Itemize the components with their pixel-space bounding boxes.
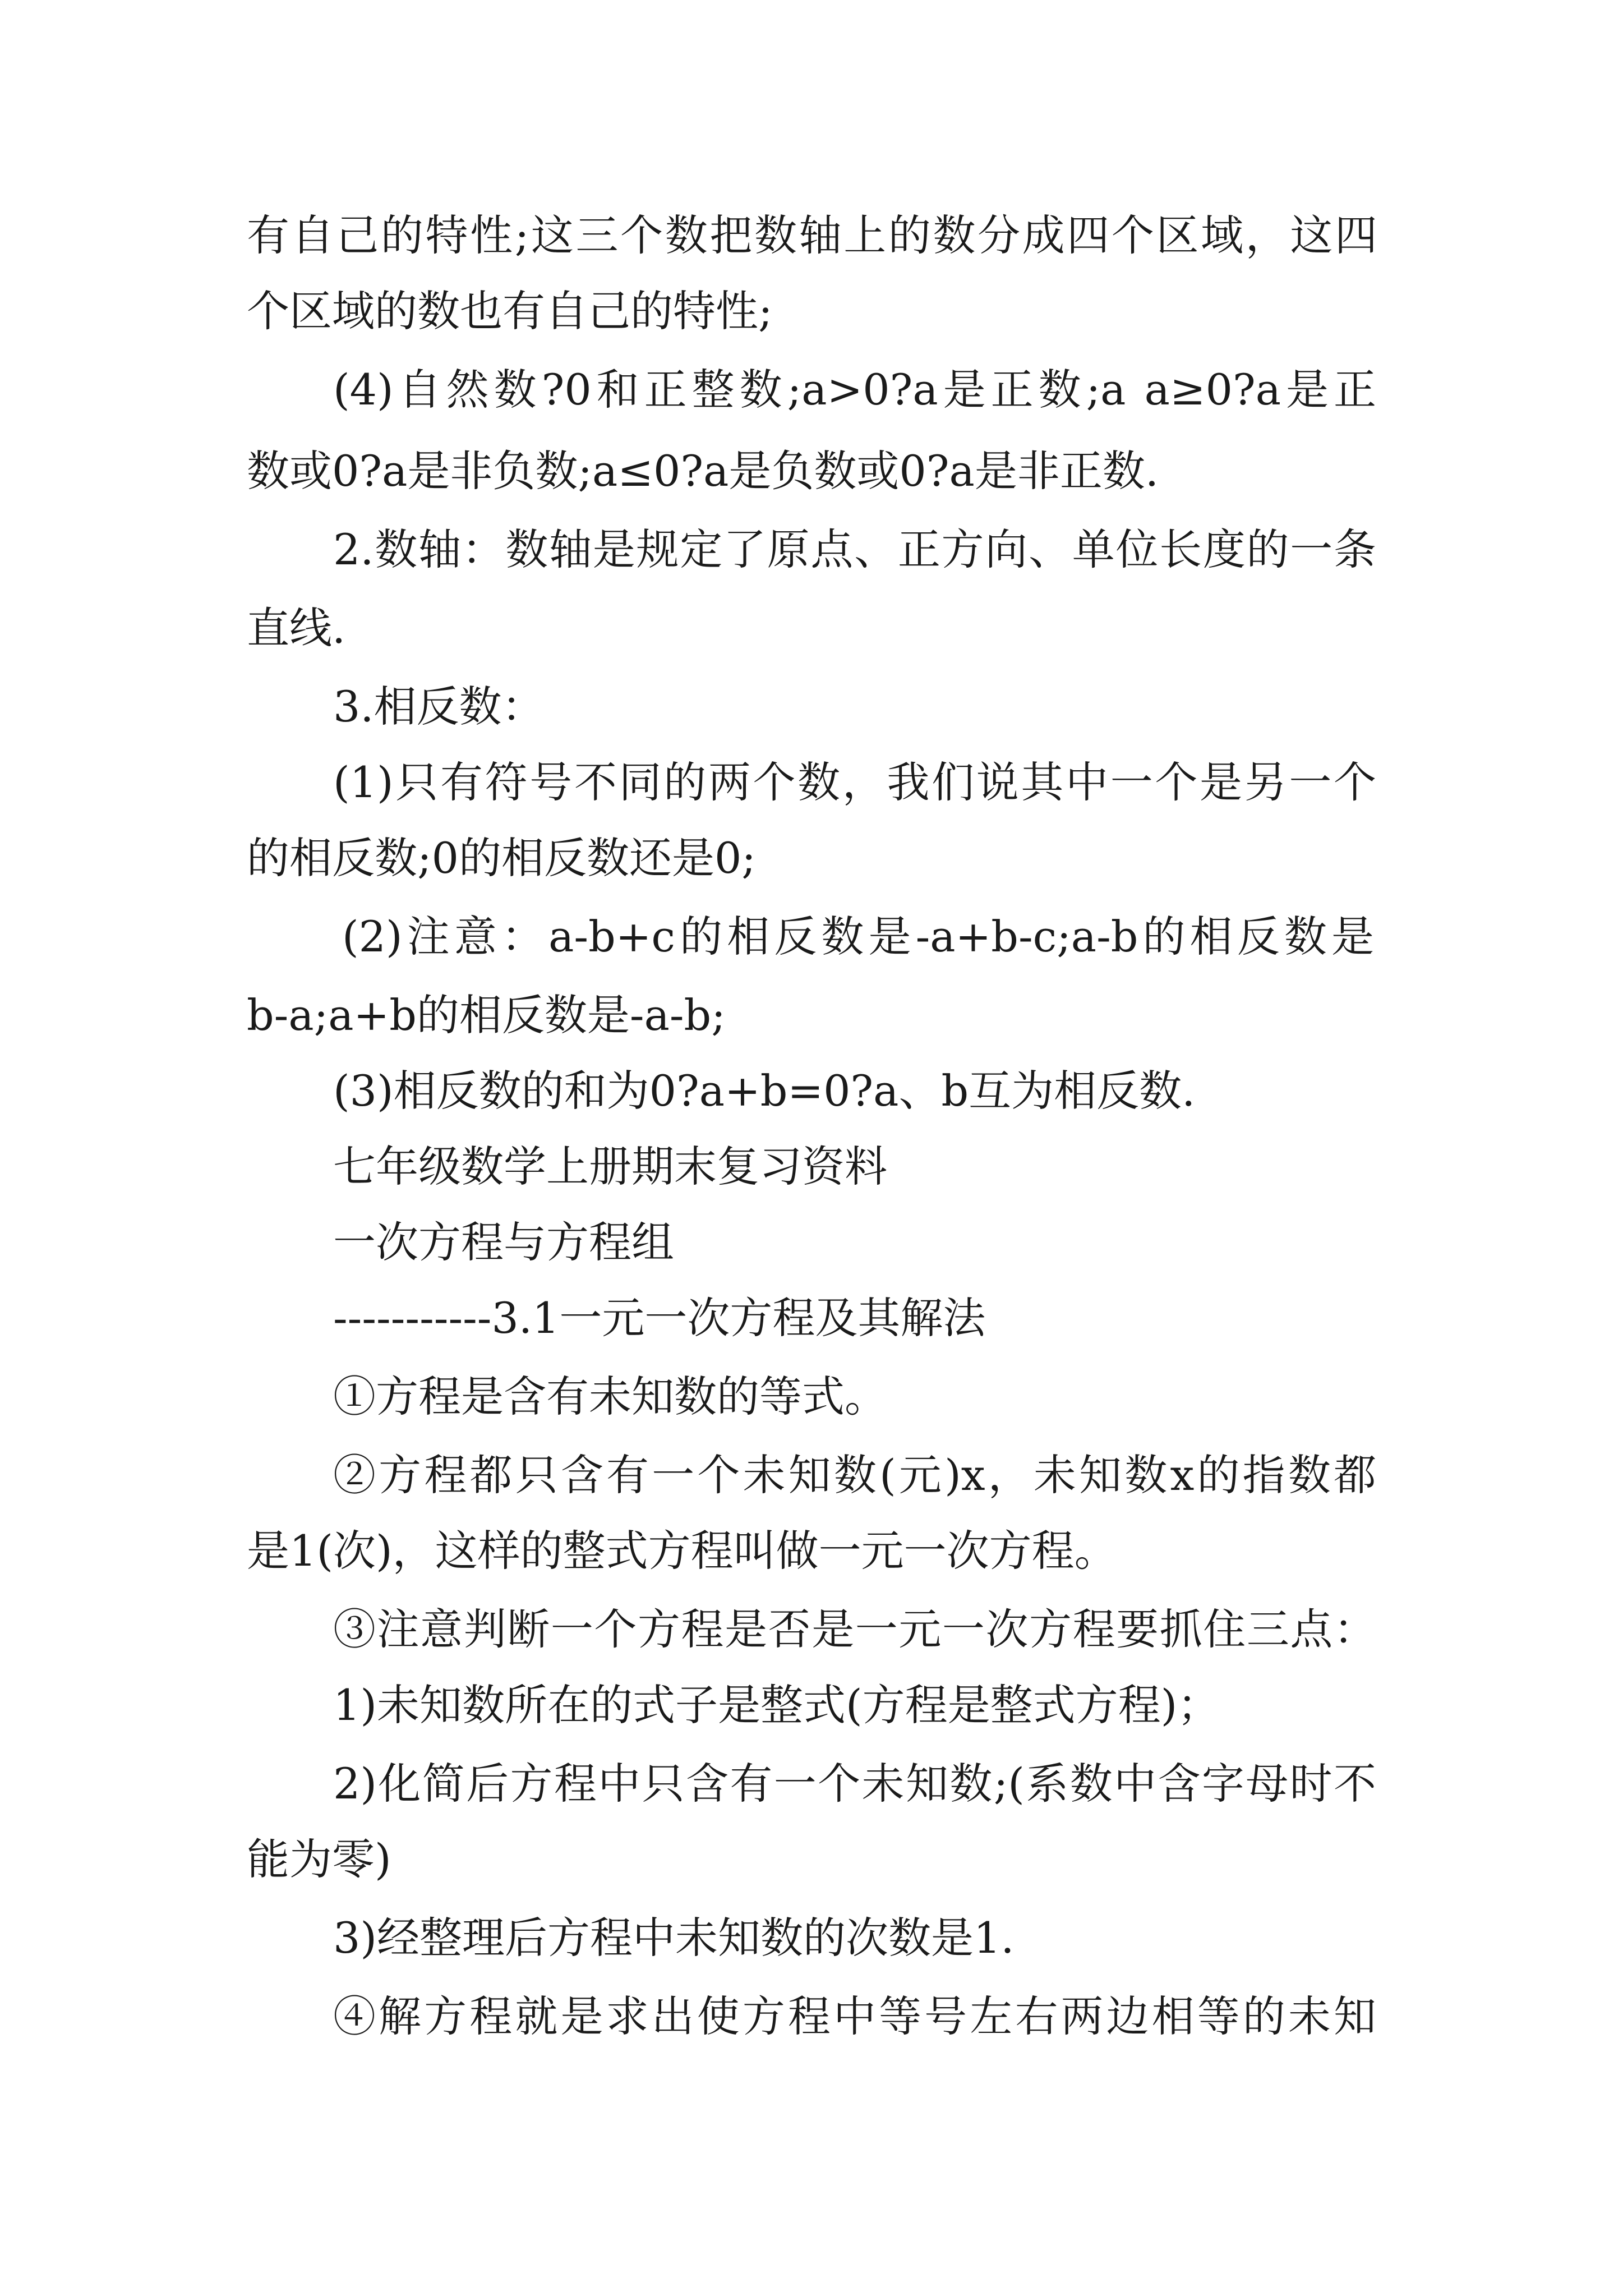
text-line-4: 数或0?a是非负数;a≤0?a是负数或0?a是非正数. bbox=[247, 446, 1159, 496]
text-line-10: (2)注意：a-b+c的相反数是-a+b-c;a-b的相反数是 bbox=[342, 912, 1374, 961]
text-line-3: (4)自然数?0和正整数;a>0?a是正数;a a≥0?a是正 bbox=[333, 365, 1376, 415]
text-line-23: 3)经整理后方程中未知数的次数是1. bbox=[333, 1913, 1015, 1963]
text-line-14: 一次方程与方程组 bbox=[333, 1217, 674, 1267]
text-line-13: 七年级数学上册期末复习资料 bbox=[333, 1142, 887, 1191]
text-line-21: 2)化简后方程中只含有一个未知数;(系数中含字母时不 bbox=[333, 1759, 1376, 1809]
text-line-1: 有自己的特性;这三个数把数轴上的数分成四个区域，这四 bbox=[247, 210, 1377, 260]
text-line-11: b-a;a+b的相反数是-a-b; bbox=[247, 990, 726, 1040]
text-line-6: 直线. bbox=[247, 603, 346, 653]
text-line-5: 2.数轴：数轴是规定了原点、正方向、单位长度的一条 bbox=[333, 524, 1376, 574]
text-line-19: ③注意判断一个方程是否是一元一次方程要抓住三点： bbox=[333, 1604, 1376, 1654]
text-line-24: ④解方程就是求出使方程中等号左右两边相等的未知 bbox=[333, 1991, 1376, 2041]
text-line-15: -----------3.1一元一次方程及其解法 bbox=[333, 1293, 986, 1343]
text-line-18: 是1(次)，这样的整式方程叫做一元一次方程。 bbox=[247, 1526, 1117, 1576]
text-line-9: 的相反数;0的相反数还是0; bbox=[247, 833, 756, 883]
text-line-17: ②方程都只含有一个未知数(元)x，未知数x的指数都 bbox=[333, 1450, 1376, 1500]
text-line-7: 3.相反数： bbox=[333, 682, 545, 731]
text-line-8: (1)只有符号不同的两个数，我们说其中一个是另一个 bbox=[333, 757, 1376, 807]
text-line-20: 1)未知数所在的式子是整式(方程是整式方程)； bbox=[333, 1680, 1220, 1730]
text-line-12: (3)相反数的和为0?a+b=0?a、b互为相反数. bbox=[333, 1066, 1196, 1116]
text-line-16: ①方程是含有未知数的等式。 bbox=[333, 1372, 887, 1421]
text-line-22: 能为零) bbox=[247, 1834, 391, 1884]
text-line-2: 个区域的数也有自己的特性; bbox=[247, 286, 773, 336]
